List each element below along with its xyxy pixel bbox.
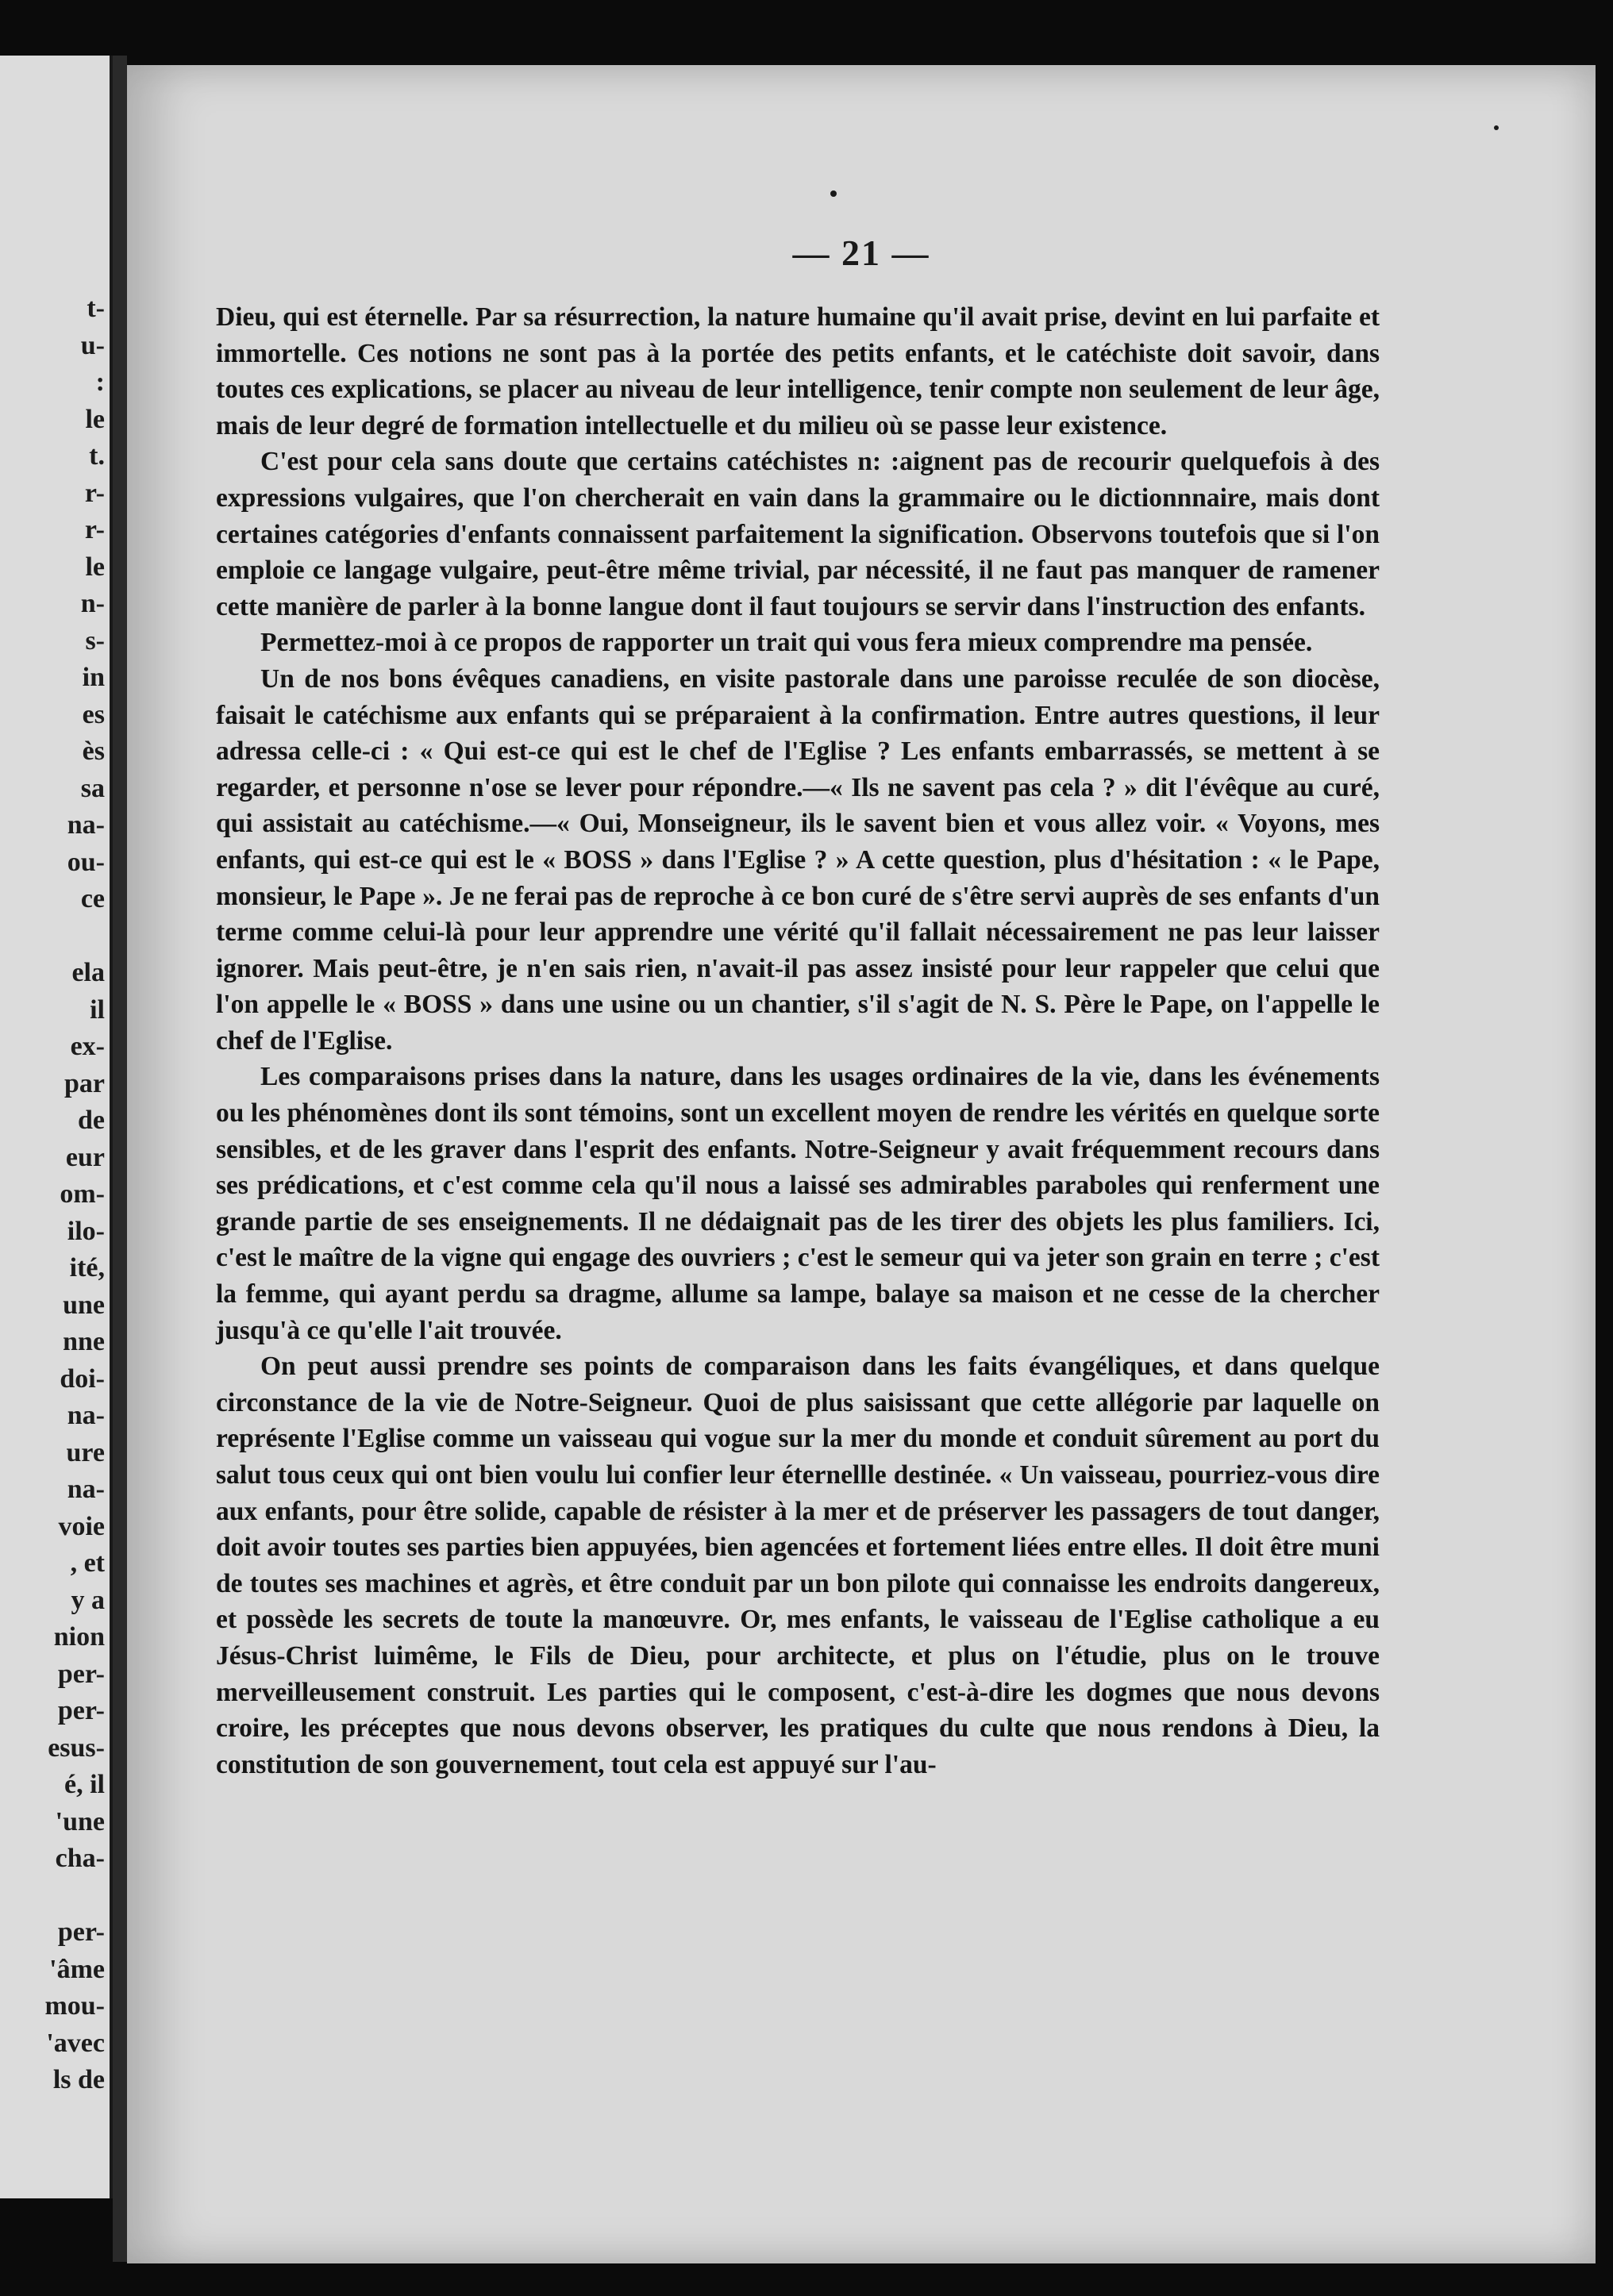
adjacent-page-text-fragment: eur (65, 1142, 105, 1172)
adjacent-page-text-fragment: ilo- (67, 1216, 105, 1246)
adjacent-page-text-fragment: t. (89, 441, 105, 471)
paragraph: Dieu, qui est éternelle. Par sa résurrection, la nature humaine qu'il avait prise, devint en lui parfaite et immortelle. Ces notions ne sont pas à la portée des petits enfants, et le catéchiste doit savoir, dans toutes ces explications, se placer au niveau de leur intelligence, tenir compte non seulement de leur âge, mais de leur degré de formation intellectuelle et du milieu où se passe leur existence. (216, 302, 1380, 440)
paragraph: On peut aussi prendre ses points de comparaison dans les faits évangéliques, et dans quelque circonstance de la vie de Notre-Seigneur. Quoi de plus saisissant que cette allégorie par laquelle on représente l'Eglise comme un vaisseau qui vogue sur la mer du monde et conduit sûrement au port du salut tous ceux qui ont bien voulu lui confier leur éternellle destinée. « Un vaisseau, pourriez-vous dire aux enfants, pour être solide, capable de résister à la mer et de préserver les passagers de tout danger, doit avoir toutes ses parties bien appuyées, bien agencées et fortement liées entre elles. Il doit être muni de toutes ses machines et agrès, et être conduit par un bon pilote qui connaisse les endroits dangereux, et possède les secrets de toute la manœuvre. Or, mes enfants, le vaisseau de l'Eglise catholique a eu Jésus-Christ luimême, le Fils de Dieu, pour architecte, et plus on l'étudie, plus on le trouve merveilleusement construit. Les parties qui le composent, c'est-à-dire les dogmes que nous devons croire, les préceptes que nous devons observer, les pratiques du culte que nous rendons à Dieu, la constitution de son gouvernement, tout cela est appuyé sur l'au- (216, 1352, 1380, 1779)
book-gutter (113, 56, 127, 2262)
paragraph: C'est pour cela sans doute que certains catéchistes n: :aignent pas de recourir quelquefois à des expressions vulgaires, que l'on chercherait en vain dans la grammaire ou le dictionnnaire, mais dont certaines catégories d'enfants connaissent parfaitement la signification. Observons toutefois que si l'on emploie ce langage vulgaire, peut-être même trivial, par nécessité, il ne faut pas manquer de ramener cette manière de parler à la bonne langue dont il faut toujours se servir dans l'instruction des enfants. (216, 447, 1380, 621)
adjacent-page-text-fragment: mou- (44, 1991, 105, 2021)
adjacent-page-text-fragment: il (90, 994, 105, 1025)
book-page (127, 65, 1596, 2263)
adjacent-page-text-fragment: ité, (69, 1253, 105, 1283)
paragraph: Permettez-moi à ce propos de rapporter un trait qui vous fera mieux comprendre ma pensée. (260, 628, 1313, 658)
adjacent-page-text-fragment: 'âme (49, 1954, 105, 1984)
paper-speck (1494, 125, 1499, 130)
adjacent-page-text-fragment: r- (84, 515, 105, 544)
adjacent-page-text-fragment: ela (71, 958, 105, 987)
adjacent-page-text-fragment: t- (87, 294, 105, 323)
adjacent-page-text-fragment: per- (57, 1696, 105, 1725)
adjacent-page-text-fragment: na- (67, 810, 105, 840)
scan-bottom-edge (127, 2263, 1596, 2296)
adjacent-page-text-fragment: le (85, 552, 105, 582)
paragraph: Un de nos bons évêques canadiens, en visite pastorale dans une paroisse reculée de son diocèse, faisait le catéchisme aux enfants qui se préparaient à la confirmation. Entre autres questions, il leur adressa celle-ci : « Qui est-ce qui est le chef de l'Eglise ? Les enfants embarrassés, se mettent à se regarder, et personne n'ose se lever pour répondre.—« Ils ne savent pas cela ? » dit l'évêque au curé, qui assistait au catéchisme.—« Oui, Monseigneur, ils le savent bien et vous allez voir. « Voyons, mes enfants, qui est-ce qui est le « BOSS » dans l'Eglise ? » A cette question, plus d'hésitation : « le Pape, monsieur, le Pape ». Je ne ferai pas de reproche à ce bon curé de s'être servi auprès de ses enfants d'un terme comme celui-là pour leur apprendre une vérité qu'il fallait nécessairement ne pas leur laisser ignorer. Mais peut-être, je n'en sais rien, n'avait-il pas assez insisté pour leur rappeler que celui que l'on appelle le « BOSS » dans une usine ou un chantier, s'il s'agit de N. S. Père le Pape, on l'appelle le chef de l'Eglise. (216, 663, 1380, 1056)
adjacent-page-text-fragment: ure (66, 1437, 105, 1467)
adjacent-page-text-fragment: sa (80, 773, 105, 803)
adjacent-page-text-fragment: voie (58, 1511, 105, 1541)
adjacent-page-text-fragment: nne (63, 1327, 105, 1356)
adjacent-page-text-fragment: s- (85, 625, 105, 656)
adjacent-page-text-fragment: u- (80, 330, 105, 360)
adjacent-page-text-fragment: 'avec (46, 2028, 105, 2058)
adjacent-page-text-fragment: : (95, 367, 105, 397)
adjacent-page-text-fragment: une (63, 1290, 105, 1320)
page-body-text (216, 299, 1380, 1783)
adjacent-page-text-fragment: na- (67, 1401, 105, 1430)
adjacent-page-text-fragment: y a (71, 1585, 105, 1615)
adjacent-page-text-fragment: om- (60, 1179, 105, 1209)
adjacent-page-text-fragment: cha- (55, 1844, 105, 1873)
adjacent-page-text-fragment: per- (57, 1659, 105, 1689)
paper-speck (830, 190, 837, 197)
adjacent-page-text-fragment: ce (80, 884, 105, 913)
adjacent-page-text-fragment: per- (57, 1917, 105, 1947)
adjacent-page-text-fragment: , et (70, 1548, 105, 1578)
adjacent-page-text-fragment: par (64, 1068, 105, 1098)
adjacent-page-text-fragment: esus- (48, 1733, 105, 1763)
adjacent-page-text-fragment: 'une (55, 1806, 105, 1836)
adjacent-page-text-fragment: r- (84, 478, 105, 508)
adjacent-page-text-fragment: nion (53, 1622, 105, 1652)
adjacent-page-text-fragment: ex- (70, 1032, 105, 1061)
adjacent-page-edge (0, 56, 113, 2198)
adjacent-page-text-fragment: de (78, 1106, 105, 1135)
adjacent-page-text-fragment: es (82, 699, 105, 729)
adjacent-page-text-fragment: ou- (67, 847, 105, 877)
adjacent-page-text-fragment: ès (82, 736, 105, 766)
adjacent-page-text-fragment: é, il (64, 1770, 105, 1799)
adjacent-page-text-fragment: na- (67, 1475, 105, 1504)
adjacent-page-text-fragment: doi- (60, 1363, 105, 1394)
page-number: — 21 — (792, 233, 930, 273)
adjacent-page-text-fragment: in (82, 663, 105, 692)
adjacent-page-text-fragment: n- (80, 589, 105, 618)
adjacent-page-text-fragment: le (85, 404, 105, 434)
paragraph: Les comparaisons prises dans la nature, dans les usages ordinaires de la vie, dans les événements ou les phénomènes dont ils sont témoins, sont un excellent moyen de rendre les vérités en quelque sorte sensibles, et de les graver dans l'esprit des enfants. Notre-Seigneur y avait fréquemment recours dans ses prédications, et c'est comme cela qu'il nous a laissé ses admirables paraboles qui renferment une grande partie de ses enseignements. Il ne dédaignait pas de les tirer des objets les plus familiers. Ici, c'est le maître de la vigne qui engage des ouvriers ; c'est le semeur qui va jeter son grain en terre ; c'est la femme, qui ayant perdu sa dragme, allume sa lampe, balaye sa maison et ne cesse de la chercher jusqu'à ce qu'elle l'ait trouvée. (216, 1062, 1380, 1345)
adjacent-page-text-fragment: ls de (52, 2065, 105, 2094)
